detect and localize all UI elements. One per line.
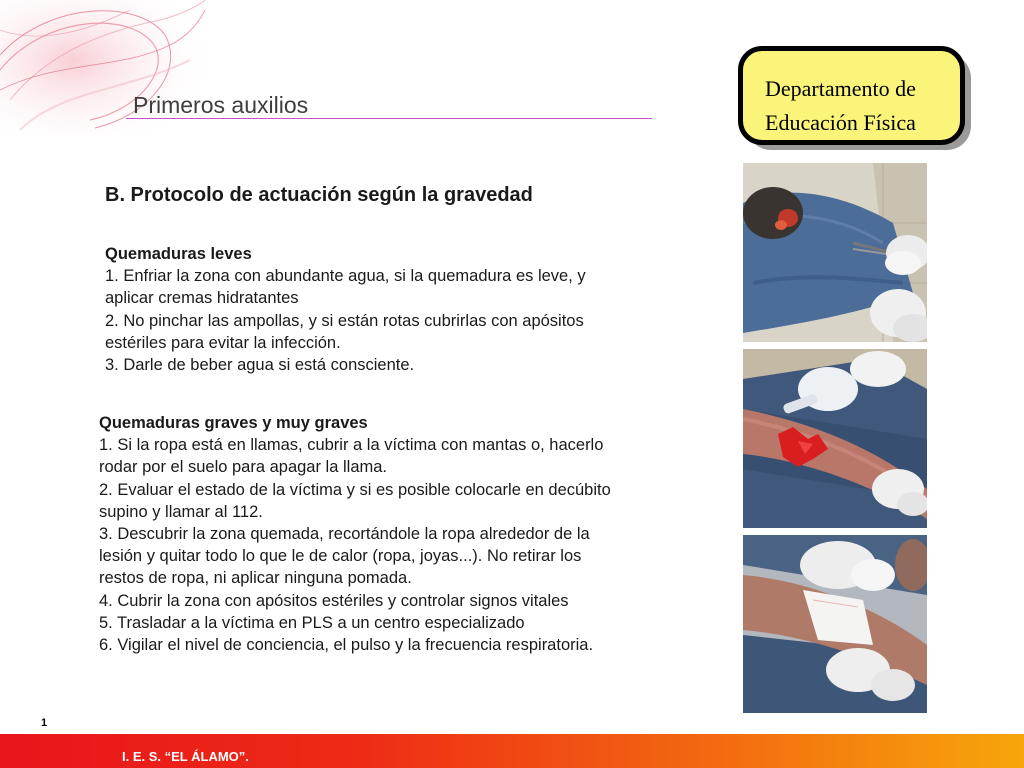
text-line: 6. Vigilar el nivel de conciencia, el pulso y la frecuencia respiratoria.	[99, 636, 594, 655]
text-line: rodar por el suelo para apagar la llama.	[99, 458, 388, 477]
photo-cutting-burned-clothing	[743, 163, 927, 342]
quemaduras-leves-title: Quemaduras leves	[105, 245, 252, 263]
school-name: I. E. S. “EL ÁLAMO”.	[122, 749, 249, 764]
text-line: 5. Trasladar a la víctima en PLS a un centro especializado	[99, 613, 525, 632]
text-line: 3. Descubrir la zona quemada, recortándole la ropa alrededor de la	[99, 525, 590, 544]
photo-cooling-burn-with-water	[743, 349, 927, 528]
title-underline	[126, 118, 652, 119]
footer-bar	[0, 734, 1024, 768]
quemaduras-graves-title: Quemaduras graves y muy graves	[99, 414, 368, 432]
text-line: 2. Evaluar el estado de la víctima y si es posible colocarle en decúbito	[99, 480, 611, 499]
text-line: lesión y quitar todo lo que le de calor (ropa, joyas...). No retirar los	[99, 547, 582, 566]
quemaduras-leves-block	[105, 243, 586, 376]
quemaduras-graves-block	[99, 412, 611, 656]
page-number: 1	[41, 717, 48, 729]
photo-covering-burn-with-dressing	[743, 535, 927, 713]
department-box	[738, 46, 965, 145]
text-line: aplicar cremas hidratantes	[105, 289, 299, 308]
department-line-1: Departamento de	[765, 76, 916, 101]
text-line: restos de ropa, ni aplicar ninguna pomada.	[99, 569, 412, 588]
text-line: estériles para evitar la infección.	[105, 333, 341, 352]
department-line-2: Educación Física	[765, 110, 916, 135]
text-line: 1. Si la ropa está en llamas, cubrir a la víctima con mantas o, hacerlo	[99, 436, 604, 455]
section-heading: B. Protocolo de actuación según la gravedad	[105, 184, 533, 206]
text-line: 1. Enfriar la zona con abundante agua, si la quemadura es leve, y	[105, 267, 586, 286]
page-title: Primeros auxilios	[133, 92, 309, 118]
text-line: 3. Darle de beber agua si está consciente.	[105, 356, 415, 375]
text-line: 2. No pinchar las ampollas, y si están rotas cubrirlas con apósitos	[105, 311, 584, 330]
text-line: supino y llamar al 112.	[99, 502, 263, 521]
text-line: 4. Cubrir la zona con apósitos estériles y controlar signos vitales	[99, 591, 569, 610]
